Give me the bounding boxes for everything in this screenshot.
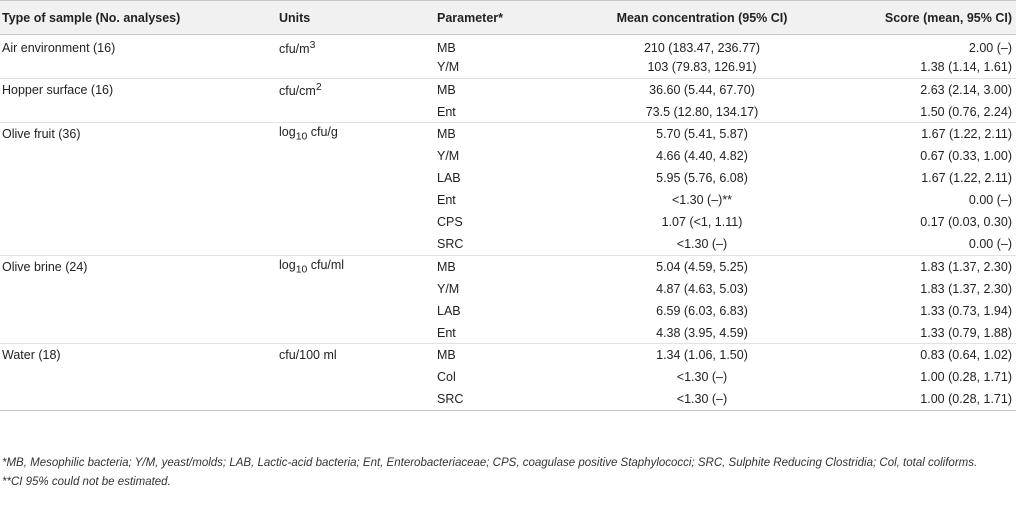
cell-parameter: Col	[437, 369, 456, 384]
table-row	[0, 167, 1016, 189]
units-subscript: 10	[295, 264, 308, 276]
header-row	[0, 1, 1016, 35]
cell-mean-concentration: 36.60 (5.44, 67.70)	[585, 79, 825, 101]
cell-sample-type	[0, 101, 277, 123]
table-row	[0, 278, 1016, 300]
table-row	[0, 344, 1016, 366]
footnote-abbreviations: *MB, Mesophilic bacteria; Y/M, yeast/molds; LAB, Lactic-acid bacteria; Ent, Enterobacteriaceae; CPS, coagulase positive Staphylococci; SRC, Sulphite Reducing Clostridia; Col, total coliforms.	[2, 457, 978, 469]
cell-units	[277, 322, 435, 344]
cell-score: 1.83 (1.37, 2.30)	[920, 281, 1012, 296]
cell-units	[277, 366, 435, 388]
units-text: log	[279, 257, 296, 272]
cell-score: 1.33 (0.73, 1.94)	[920, 303, 1012, 318]
cell-sample-type	[0, 57, 277, 79]
cell-units	[277, 35, 435, 57]
cell-sample-type	[0, 211, 277, 233]
cell-sample-type	[0, 366, 277, 388]
table-row	[0, 366, 1016, 388]
units-text: cfu/cm	[279, 84, 316, 99]
table-row	[0, 322, 1016, 344]
cell-parameter: Ent	[437, 193, 456, 208]
cell-mean-concentration: 73.5 (12.80, 134.17)	[645, 104, 759, 119]
cell-score: 0.17 (0.03, 0.30)	[920, 215, 1012, 230]
units-superscript: 3	[309, 39, 316, 51]
table-row	[0, 388, 1016, 410]
cell-mean-concentration: 1.34 (1.06, 1.50)	[585, 344, 825, 366]
header-mean-concentration: Mean concentration (95% CI)	[585, 1, 825, 35]
cell-units	[277, 278, 435, 300]
cell-mean-concentration: <1.30 (–)	[676, 237, 728, 252]
units-suffix: cfu/g	[307, 125, 338, 140]
cell-mean-concentration: 103 (79.83, 126.91)	[647, 60, 757, 75]
cell-mean-concentration: <1.30 (–)	[676, 369, 728, 384]
cell-sample-type	[0, 233, 277, 255]
cell-score: 0.00 (–)	[968, 193, 1012, 208]
cell-parameter: MB	[435, 123, 585, 145]
cell-units	[277, 145, 435, 167]
cell-mean-concentration: 4.66 (4.40, 4.82)	[656, 149, 748, 164]
cell-units	[277, 255, 435, 277]
cell-units	[277, 57, 435, 79]
cell-mean-concentration: 6.59 (6.03, 6.83)	[656, 303, 748, 318]
table-footnotes	[2, 456, 1010, 494]
cell-score: 0.67 (0.33, 1.00)	[920, 149, 1012, 164]
cell-sample-type: Olive brine (24)	[0, 255, 277, 277]
cell-parameter: MB	[435, 255, 585, 277]
cell-units	[277, 344, 435, 366]
units-text: cfu/m	[279, 41, 310, 56]
cell-mean-concentration: 5.70 (5.41, 5.87)	[585, 123, 825, 145]
cell-units	[277, 167, 435, 189]
units-text: cfu/100 ml	[279, 348, 337, 363]
table-row	[0, 189, 1016, 211]
cell-units	[277, 211, 435, 233]
table-row	[0, 145, 1016, 167]
table-row	[0, 101, 1016, 123]
cell-sample-type: Air environment (16)	[2, 40, 116, 55]
cell-score: 0.00 (–)	[968, 237, 1012, 252]
cell-score: 1.83 (1.37, 2.30)	[825, 255, 1016, 277]
cell-score: 2.63 (2.14, 3.00)	[825, 79, 1016, 101]
cell-parameter: Ent	[437, 104, 456, 119]
table-row	[0, 233, 1016, 255]
cell-score: 1.50 (0.76, 2.24)	[920, 104, 1012, 119]
cell-mean-concentration: <1.30 (–)**	[671, 193, 733, 208]
cell-sample-type: Olive fruit (36)	[0, 123, 277, 145]
cell-parameter: MB	[435, 344, 585, 366]
cell-sample-type: Water (18)	[0, 344, 277, 366]
cell-parameter: LAB	[437, 171, 461, 186]
cell-score: 1.33 (0.79, 1.88)	[920, 325, 1012, 340]
cell-mean-concentration: 1.07 (<1, 1.11)	[661, 215, 743, 230]
cell-score: 0.83 (0.64, 1.02)	[825, 344, 1016, 366]
units-text: log	[279, 125, 296, 140]
table-row	[0, 300, 1016, 322]
cell-sample-type	[0, 388, 277, 410]
cell-score: 2.00 (–)	[968, 40, 1012, 55]
units-superscript: 2	[315, 81, 322, 93]
cell-score: 1.00 (0.28, 1.71)	[825, 388, 1016, 410]
cell-sample-type	[0, 145, 277, 167]
cell-units	[277, 189, 435, 211]
cell-parameter: SRC	[437, 237, 464, 252]
table-row	[0, 35, 1016, 57]
cell-mean-concentration: 5.95 (5.76, 6.08)	[656, 171, 748, 186]
cell-parameter: Y/M	[437, 60, 460, 75]
cell-units	[277, 79, 435, 101]
units-subscript: 10	[295, 131, 308, 143]
table-row	[0, 211, 1016, 233]
table-header	[0, 1, 1016, 35]
cell-mean-concentration: <1.30 (–)	[585, 388, 825, 410]
cell-parameter: MB	[435, 79, 585, 101]
cell-sample-type: Hopper surface (16)	[0, 79, 277, 101]
cell-units	[277, 233, 435, 255]
cell-sample-type	[0, 189, 277, 211]
cell-mean-concentration: 4.38 (3.95, 4.59)	[656, 325, 748, 340]
table-row	[0, 79, 1016, 101]
cell-score: 1.00 (0.28, 1.71)	[920, 369, 1012, 384]
units-suffix: cfu/ml	[307, 257, 345, 272]
cell-parameter: Y/M	[437, 281, 460, 296]
cell-parameter: Ent	[437, 325, 456, 340]
cell-score: 1.67 (1.22, 2.11)	[921, 171, 1012, 186]
table-row	[0, 255, 1016, 277]
cell-parameter: Y/M	[437, 149, 460, 164]
footnote-ci: **CI 95% could not be estimated.	[2, 476, 171, 488]
cell-mean-concentration: 210 (183.47, 236.77)	[643, 40, 761, 55]
cell-parameter: LAB	[437, 303, 461, 318]
cell-units	[277, 300, 435, 322]
header-score: Score (mean, 95% CI)	[825, 1, 1016, 35]
cell-mean-concentration: 4.87 (4.63, 5.03)	[656, 281, 748, 296]
cell-parameter: CPS	[437, 215, 463, 230]
table-row	[0, 123, 1016, 145]
header-parameter: Parameter*	[435, 1, 585, 35]
cell-sample-type	[0, 322, 277, 344]
cell-parameter: SRC	[435, 388, 585, 410]
cell-units	[277, 388, 435, 410]
header-sample-type: Type of sample (No. analyses)	[0, 1, 277, 35]
cell-sample-type	[0, 278, 277, 300]
header-units: Units	[277, 1, 435, 35]
cell-sample-type	[0, 167, 277, 189]
cell-mean-concentration: 5.04 (4.59, 5.25)	[585, 255, 825, 277]
cell-score: 1.38 (1.14, 1.61)	[920, 60, 1012, 75]
cell-parameter: MB	[437, 40, 456, 55]
cell-units	[277, 101, 435, 123]
table-row	[0, 57, 1016, 79]
cell-score: 1.67 (1.22, 2.11)	[825, 123, 1016, 145]
cell-sample-type	[0, 300, 277, 322]
table-body	[0, 35, 1016, 411]
cell-units	[277, 123, 435, 145]
